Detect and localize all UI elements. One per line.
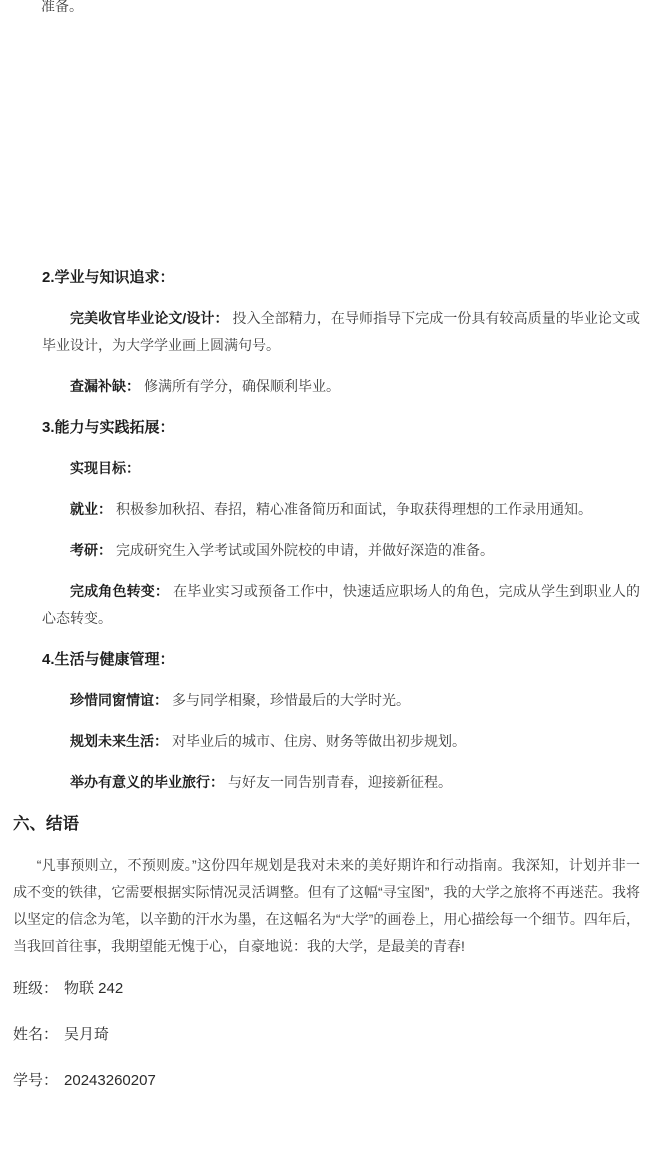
signature-class-row bbox=[13, 975, 640, 1002]
conclusion-heading: 六、结语 bbox=[13, 815, 79, 833]
cutoff-paragraph-fragment: 准备。 bbox=[41, 0, 83, 14]
section-heading-life-health: 4.生活与健康管理： bbox=[42, 651, 175, 668]
plan-item-text: 完成研究生入学考试或国外院校的申请，并做好深造的准备。 bbox=[116, 542, 494, 558]
plan-item bbox=[42, 769, 640, 796]
plan-item-text: 修满所有学分，确保顺利毕业。 bbox=[144, 378, 340, 394]
plan-item-label: 完成角色转变： bbox=[70, 583, 170, 599]
plan-item-text: 对毕业后的城市、住房、财务等做出初步规划。 bbox=[172, 733, 466, 749]
name-value: 吴月琦 bbox=[64, 1026, 110, 1043]
plan-item bbox=[42, 496, 640, 523]
plan-item bbox=[42, 305, 640, 359]
plan-item-label: 实现目标： bbox=[70, 460, 140, 476]
plan-item-label: 完美收官毕业论文/设计： bbox=[70, 310, 229, 326]
plan-item-text: 投入全部精力，在导师指导下完成一份具有较高质量的毕业论文或毕业设计，为大学学业画上圆满句号。 bbox=[42, 310, 641, 353]
plan-item bbox=[42, 373, 640, 400]
plan-item-text: 多与同学相聚，珍惜最后的大学时光。 bbox=[172, 692, 410, 708]
plan-item-label: 举办有意义的毕业旅行： bbox=[70, 774, 224, 790]
student-id-value: 20243260207 bbox=[64, 1072, 156, 1089]
signature-block bbox=[13, 975, 640, 1094]
plan-item-label: 查漏补缺： bbox=[70, 378, 140, 394]
class-value: 物联 242 bbox=[64, 980, 124, 997]
plan-item-text: 与好友一同告别青春，迎接新征程。 bbox=[228, 774, 452, 790]
plan-item bbox=[42, 455, 640, 482]
plan-item bbox=[42, 578, 640, 632]
name-label: 姓名： bbox=[13, 1026, 59, 1043]
section-heading-abilities: 3.能力与实践拓展： bbox=[42, 419, 175, 436]
plan-item-text: 在毕业实习或预备工作中，快速适应职场人的角色，完成从学生到职业人的心态转变。 bbox=[42, 583, 640, 626]
plan-item-label: 规划未来生活： bbox=[70, 733, 168, 749]
signature-student-id-row bbox=[13, 1067, 640, 1094]
plan-item-label: 珍惜同窗情谊： bbox=[70, 692, 168, 708]
plan-item-text: 积极参加秋招、春招，精心准备简历和面试，争取获得理想的工作录用通知。 bbox=[116, 501, 592, 517]
conclusion-paragraph: “凡事预则立，不预则废。”这份四年规划是我对未来的美好期许和行动指南。我深知，计划并非一成不变的铁律，它需要根据实际情况灵活调整。但有了这幅“寻宝图”，我的大学之旅将不再迷茫。我将以坚定的信念为笔，以辛勤的汗水为墨，在这幅名为“大学”的画卷上，用心描绘每一个细节。四年后，当我回首往事，我期望能无愧于心，自豪地说：我的大学，是最美的青春! bbox=[13, 857, 640, 954]
plan-item bbox=[42, 728, 640, 755]
section-heading-academics: 2.学业与知识追求： bbox=[42, 269, 175, 286]
plan-item bbox=[42, 687, 640, 714]
signature-name-row bbox=[13, 1021, 640, 1048]
plan-item-label: 就业： bbox=[70, 501, 112, 517]
class-label: 班级： bbox=[13, 980, 59, 997]
plan-item-label: 考研： bbox=[70, 542, 112, 558]
plan-sections bbox=[42, 0, 640, 796]
plan-item bbox=[42, 537, 640, 564]
student-id-label: 学号： bbox=[13, 1072, 59, 1089]
